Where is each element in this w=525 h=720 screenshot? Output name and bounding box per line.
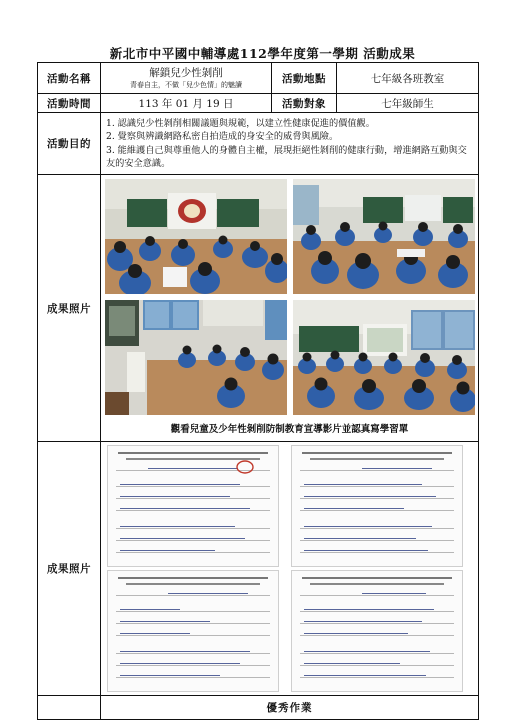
activity-table (37, 62, 479, 720)
classroom-photo-2 (293, 179, 475, 294)
worksheet-image-1 (107, 445, 279, 567)
label-time: 活動時間 (38, 94, 101, 113)
worksheet-image-2 (291, 445, 463, 567)
label-audience: 活動對象 (272, 94, 337, 113)
row-photos (38, 175, 479, 442)
worksheet-image-3 (107, 570, 279, 692)
label-photos: 成果照片 (38, 175, 101, 442)
activity-name-cell (101, 63, 272, 94)
photo-grid (105, 179, 474, 415)
label-photos-2: 成果照片 (38, 442, 101, 696)
activity-subtitle: 青春自主，不做「兒少色情」的魅讀 (130, 80, 242, 89)
row-works (38, 442, 479, 696)
goal-item-1: 1. 認識兒少性剝削相關議題與規範，以建立性健康促進的價值觀。 (106, 117, 375, 129)
work-grid (107, 445, 472, 692)
activity-location: 七年級各班教室 (337, 63, 479, 94)
goal-item-3: 3. 能維護自己與尊重他人的身體自主權，展現拒絕性剝削的健康行動，增進網路互動與交友的安全意識。 (106, 144, 467, 169)
row-time (38, 94, 479, 113)
activity-name: 解鎖兒少性剝削 (149, 66, 223, 79)
goal-list (101, 113, 479, 175)
worksheet-image-4 (291, 570, 463, 692)
label-goal: 活動目的 (38, 113, 101, 175)
works-cell (101, 442, 479, 696)
row-excellent (38, 696, 479, 720)
works-caption: 優秀作業 (101, 696, 479, 720)
classroom-photo-1 (105, 179, 287, 294)
empty-label-cell (38, 696, 101, 720)
page-title: 新北市中平國中輔導處112學年度第一學期 活動成果 (109, 46, 416, 61)
classroom-photo-4 (293, 300, 475, 415)
label-activity-name: 活動名稱 (38, 63, 101, 94)
photos-cell (101, 175, 479, 442)
label-location: 活動地點 (272, 63, 337, 94)
row-goal (38, 113, 479, 175)
classroom-photo-3 (105, 300, 287, 415)
activity-date: 113 年 01 月 19 日 (101, 94, 272, 113)
activity-audience: 七年級師生 (337, 94, 479, 113)
goal-item-2: 2. 覺察與辨識網路私密自拍造成的身安全的威脅與風險。 (106, 131, 339, 142)
photos-caption: 觀看兒童及少年性剝削防制教育宣導影片並認真寫學習單 (170, 424, 409, 435)
row-activity-name (38, 63, 479, 94)
